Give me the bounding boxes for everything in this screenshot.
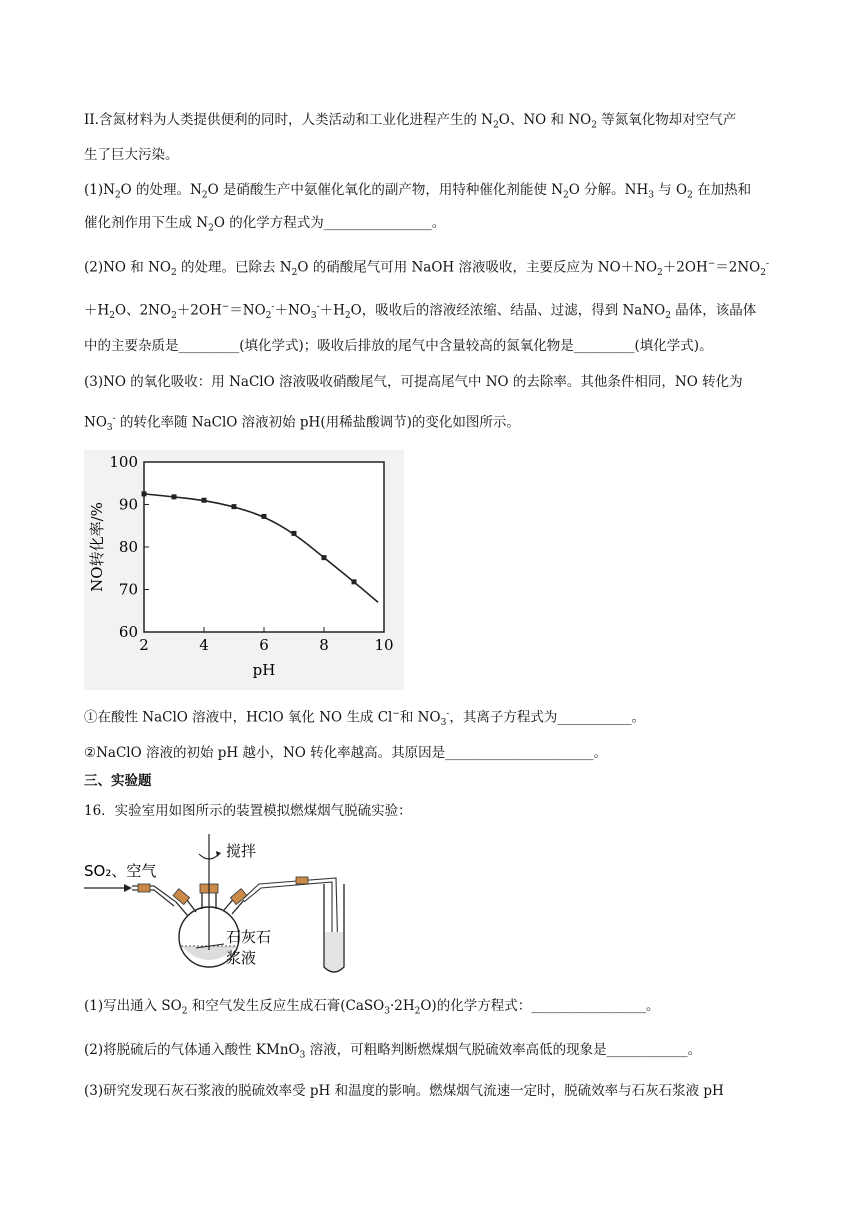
stir-label: 搅拌 <box>226 842 257 860</box>
data-point <box>262 514 267 519</box>
sub-question-1: ①在酸性 NaClO 溶液中，HClO 氧化 NO 生成 Cl−和 $NO_3^-$，其离子方程式为___________。 <box>84 709 646 729</box>
x-tick-label: 4 <box>199 636 209 654</box>
intro-line-2: 生了巨大污染。 <box>84 147 179 163</box>
slurry-label-1: 石灰石 <box>226 928 272 946</box>
data-point <box>172 494 177 499</box>
data-point <box>232 504 237 509</box>
slurry-label-2: 浆液 <box>226 949 257 967</box>
y-tick-label: 100 <box>109 453 138 471</box>
y-tick-label: 70 <box>118 580 138 599</box>
q16-intro: 16．实验室用如图所示的装置模拟燃煤烟气脱硫实验： <box>84 803 412 819</box>
q1-line-1: $(1)N_2O$ 的处理。$N_2O$ 是硝酸生产中氨催化氧化的副产物，用特种催化剂能使 $N_2O$ 分解。$NH_3$ 与 $O_2$ 在加热和 <box>84 182 752 201</box>
data-point <box>292 531 297 536</box>
q1-line-2: 催化剂作用下生成 $N_2O$ 的化学方程式为________________。 <box>84 215 446 234</box>
sub-question-2: ②NaClO 溶液的初始 pH 越小，NO 转化率越高。其原因是______________________。 <box>84 745 608 761</box>
x-tick-label: 10 <box>374 636 394 654</box>
y-tick-label: 90 <box>118 495 138 514</box>
y-tick-label: 80 <box>118 538 138 556</box>
y-axis-label: NO转化率/% <box>88 502 106 592</box>
q2-line-2: $+H_2O$、$2NO_2+2OH^-=NO_2^-+NO_3^-+H_2O$，吸收后的溶液经浓缩、结晶、过滤，得到 NaNO$_2$ 晶体，该晶体 <box>84 302 757 322</box>
q2-line-3: 中的主要杂质是_________(填化学式)；吸收后排放的尾气中含量较高的氮氧化物是_________(填化学式)。 <box>84 338 713 354</box>
y-tick-label: 60 <box>118 623 138 641</box>
x-tick-label: 2 <box>139 636 149 654</box>
q16-part-2: (2)将脱硫后的气体通入酸性 KMnO$_3$ 溶液，可粗略判断燃煤烟气脱硫效率高低的现象是____________。 <box>84 1042 702 1061</box>
no-conversion-chart <box>84 450 404 690</box>
data-point <box>352 579 357 584</box>
x-tick-label: 6 <box>259 636 269 654</box>
x-axis-label: pH <box>252 661 276 679</box>
intro-line-1: II.含氮材料为人类提供便利的同时，人类活动和工业化进程产生的 $N_2O$、NO 和 $NO_2$ 等氮氧化物却对空气产 <box>84 112 737 131</box>
plot-frame <box>144 462 384 632</box>
data-point <box>142 491 147 496</box>
data-point <box>202 498 207 503</box>
q16-part-1: (1)写出通入 $SO_2$ 和空气发生反应生成石膏$(CaSO_3\cdot 2H_2O)$的化学方程式：_________________。 <box>84 998 660 1017</box>
q3-line-1: (3)NO 的氧化吸收：用 NaClO 溶液吸收硝酸尾气，可提高尾气中 NO 的去除率。其他条件相同，NO 转化为 <box>84 374 743 390</box>
q16-part-3: (3)研究发现石灰石浆液的脱硫效率受 pH 和温度的影响。燃煤烟气流速一定时，脱硫效率与石灰石浆液 pH <box>84 1083 724 1099</box>
q2-line-1: (2)NO 和 $NO_2$ 的处理。已除去 $N_2O$ 的硝酸尾气可用 NaOH 溶液吸收，主要反应为 $NO+NO_2+2OH^-=2NO_2^-$ <box>84 259 770 279</box>
section-heading: 三、实验题 <box>84 773 152 789</box>
x-tick-label: 8 <box>319 636 329 654</box>
q3-line-2: $NO_3^-$ 的转化率随 NaClO 溶液初始 pH(用稀盐酸调节)的变化如图所示。 <box>84 414 520 434</box>
desulfurization-apparatus <box>84 832 374 982</box>
data-point <box>322 555 327 560</box>
gas-inlet-label: SO₂、空气 <box>84 862 157 880</box>
